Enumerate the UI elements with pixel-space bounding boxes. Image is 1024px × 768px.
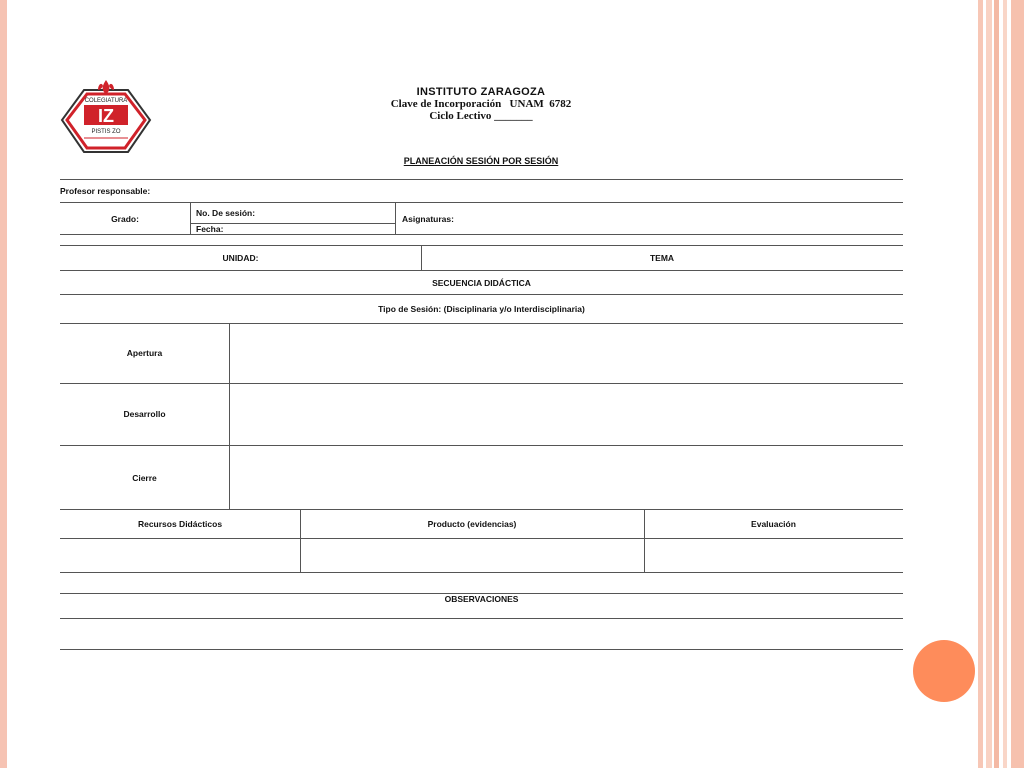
unit-label: UNIDAD:: [222, 253, 259, 263]
institute-logo: [58, 78, 154, 158]
professor-label: Profesor responsable:: [60, 186, 151, 196]
session-type-label: Tipo de Sesión: (Disciplinaria y/o Interdisciplinaria): [378, 304, 585, 314]
session-plan-form: [60, 178, 903, 653]
right-decorative-stripe: [1003, 0, 1007, 768]
document-header: [350, 86, 612, 122]
date-label: Fecha:: [196, 224, 224, 234]
school-cycle: Ciclo Lectivo _______: [429, 110, 533, 122]
product-label: Producto (evidencias): [427, 519, 517, 529]
topic-label: TEMA: [649, 253, 675, 263]
opening-label: Apertura: [126, 348, 163, 358]
observations-heading: OBSERVACIONES: [444, 594, 519, 604]
right-decorative-stripe: [986, 0, 992, 768]
evaluation-label: Evaluación: [751, 519, 796, 529]
form-title: PLANEACIÓN SESIÓN POR SESIÓN: [403, 156, 559, 166]
closing-label: Cierre: [132, 473, 157, 483]
left-decorative-stripe: [0, 0, 7, 768]
incorporation-key: Clave de Incorporación UNAM 6782: [390, 98, 572, 110]
resources-label: Recursos Didácticos: [137, 519, 223, 529]
grade-label: Grado:: [111, 214, 139, 224]
svg-text:COLEGIATURA: COLEGIATURA: [84, 98, 128, 104]
didactic-sequence-heading: SECUENCIA DIDÁCTICA: [432, 278, 531, 288]
subjects-label: Asignaturas:: [402, 214, 454, 224]
accent-circle: [913, 640, 975, 702]
svg-text:PISTIS ZO: PISTIS ZO: [91, 129, 121, 135]
development-label: Desarrollo: [123, 409, 166, 419]
right-decorative-stripe: [994, 0, 999, 768]
svg-text:IZ: IZ: [98, 106, 114, 126]
right-decorative-stripe: [1011, 0, 1024, 768]
right-decorative-stripe: [978, 0, 983, 768]
institution-name: INSTITUTO ZARAGOZA: [416, 86, 546, 98]
session-number-label: No. De sesión:: [196, 208, 256, 218]
